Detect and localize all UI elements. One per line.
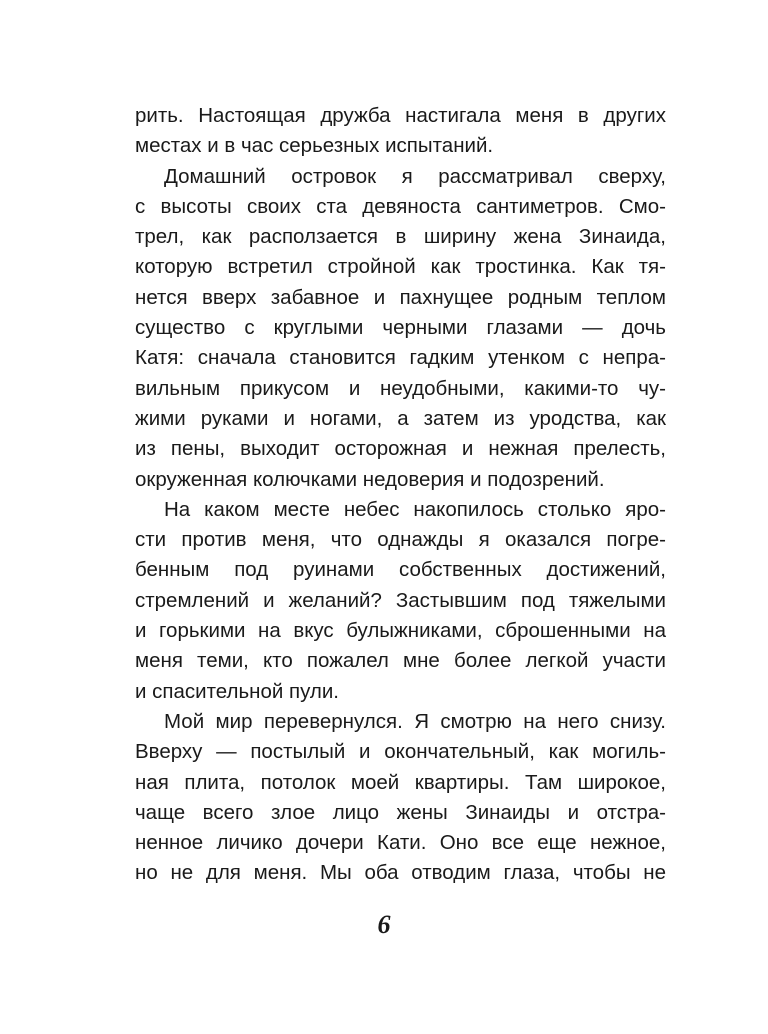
text-line: существо с круглыми черными глазами — дочь (135, 316, 666, 340)
paragraph-4 (135, 707, 666, 889)
text-line: Домашний островок я рассматривал сверху, (164, 164, 666, 188)
text-line: местах и в час серьезных испытаний. (135, 134, 494, 158)
text-line: ненное личико дочери Кати. Оно все еще нежное, (135, 831, 666, 855)
page-body-text (135, 101, 666, 889)
text-line: меня теми, кто пожалел мне более легкой участи (135, 649, 666, 673)
text-line: На каком месте небес накопилось столько яро- (164, 497, 666, 521)
text-line: но не для меня. Мы оба отводим глаза, чтобы не (135, 861, 666, 885)
text-line: и спасительной пули. (135, 679, 339, 703)
text-line: рить. Настоящая дружба настигала меня в других (135, 104, 666, 127)
text-line: нется вверх забавное и пахнущее родным теплом (135, 285, 666, 309)
paragraph-3 (135, 495, 666, 707)
text-line: Мой мир перевернулся. Я смотрю на него снизу. (164, 709, 666, 733)
text-line: сти против меня, что однажды я оказался погре- (135, 528, 666, 552)
text-line: с высоты своих ста девяноста сантиметров. Смо- (135, 194, 666, 218)
text-line: окруженная колючками недоверия и подозрений. (135, 467, 605, 491)
text-line: которую встретил стройной как тростинка. Как тя- (135, 255, 666, 279)
text-line: стремлений и желаний? Застывшим под тяжелыми (135, 588, 666, 612)
text-line: жими руками и ногами, а затем из уродства, как (135, 406, 666, 430)
page-number: 6 (377, 910, 391, 939)
paragraph-2 (135, 162, 666, 495)
text-line: вильным прикусом и неудобными, какими-то чу- (135, 376, 666, 400)
text-line: Вверху — постылый и окончательный, как могиль- (135, 740, 666, 764)
text-line: из пены, выходит осторожная и нежная прелесть, (135, 437, 666, 461)
text-line: бенным под руинами собственных достижений, (135, 558, 666, 582)
text-line: ная плита, потолок моей квартиры. Там широкое, (135, 770, 666, 794)
text-line: трел, как расползается в ширину жена Зинаида, (135, 225, 666, 249)
text-line: Катя: сначала становится гадким утенком с непра- (135, 346, 666, 370)
text-line: и горькими на вкус булыжниками, сброшенными на (135, 619, 666, 643)
text-line: чаще всего злое лицо жены Зинаиды и отстра- (135, 800, 666, 824)
paragraph-1 (135, 101, 666, 162)
